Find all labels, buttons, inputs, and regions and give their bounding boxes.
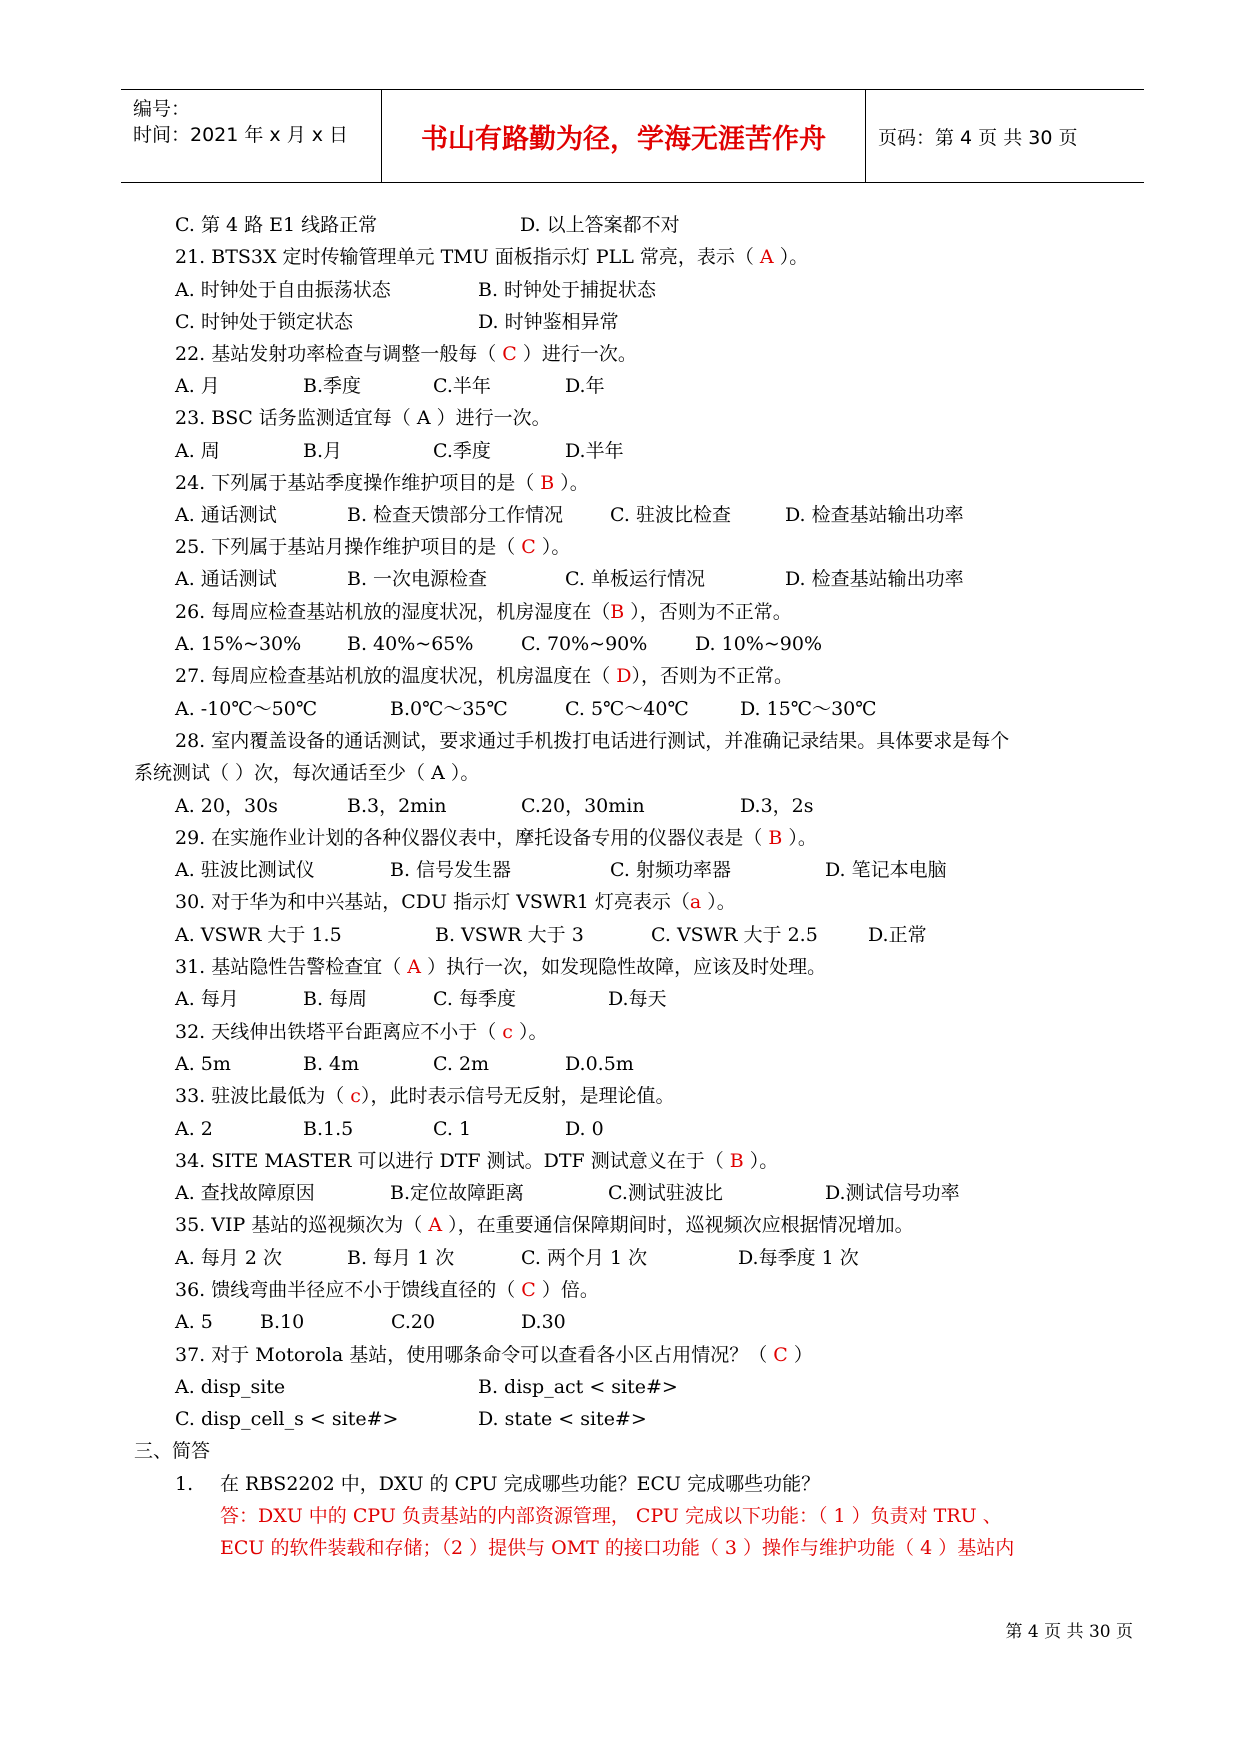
- text-segment: D. 15℃～30℃: [740, 698, 877, 720]
- text-segment: A. 通话测试: [175, 568, 277, 590]
- text-segment: 21. BTS3X 定时传输管理单元 TMU 面板指示灯 PLL 常亮，表示（ A ）。: [175, 246, 809, 268]
- text-segment: A. -10℃～50℃: [175, 698, 318, 720]
- text-segment: B.3，2min: [347, 795, 447, 817]
- text-segment: C. 驻波比检查: [610, 504, 731, 526]
- answer-mark: c: [502, 1021, 513, 1043]
- text-segment: B. disp_act < site#>: [478, 1376, 678, 1398]
- text-segment: 在 RBS2202 中，DXU 的 CPU 完成哪些功能？ECU 完成哪些功能？: [220, 1473, 821, 1495]
- text-segment: 系统测试（ ）次，每次通话至少（ A ）。: [134, 762, 480, 784]
- text-segment: C.20，30min: [521, 795, 645, 817]
- text-segment: B. 每月 1 次: [347, 1247, 455, 1269]
- text-segment: 33. 驻波比最低为（ c），此时表示信号无反射，是理论值。: [175, 1085, 675, 1107]
- answer-mark: C: [502, 343, 517, 365]
- text-segment: D. 检查基站输出功率: [785, 504, 964, 526]
- motto: 书山有路勤为径，学海无涯苦作舟: [381, 90, 866, 182]
- text-segment: 37. 对于 Motorola 基站，使用哪条命令可以查看各小区占用情况？（ C ）: [175, 1344, 813, 1366]
- text-segment: D. 笔记本电脑: [825, 859, 947, 881]
- text-segment: D. 0: [565, 1118, 604, 1140]
- text-segment: A. 月: [175, 375, 220, 397]
- text-segment: A. 2: [175, 1118, 213, 1140]
- text-segment: ）。: [782, 827, 817, 849]
- text-segment: C. 2m: [433, 1053, 490, 1075]
- page-header: [121, 89, 1144, 183]
- text-segment: A. VSWR 大于 1.5: [175, 924, 342, 946]
- text-segment: 24. 下列属于基站季度操作维护项目的是（ B ）。: [175, 472, 589, 494]
- text-segment: C. 1: [433, 1118, 472, 1140]
- text-segment: 27. 每周应检查基站机放的温度状况，机房温度在（ D），否则为不正常。: [175, 665, 794, 687]
- text-segment: A. 时钟处于自由振荡状态: [175, 279, 391, 301]
- text-segment: A. 每月: [175, 988, 239, 1010]
- text-segment: 34. SITE MASTER 可以进行 DTF 测试。DTF 测试意义在于（ B ）。: [175, 1150, 779, 1172]
- answer-mark: B: [540, 472, 555, 494]
- text-segment: D.年: [565, 375, 605, 397]
- text-segment: C. 70%~90%: [521, 633, 648, 655]
- text-segment: B. 每周: [303, 988, 368, 1010]
- text-segment: B. 40%~65%: [347, 633, 474, 655]
- text-segment: C. 第 4 路 E1 线路正常: [175, 214, 378, 236]
- text-segment: C. 时钟处于锁定状态: [175, 311, 353, 333]
- text-segment: A. 每月 2 次: [175, 1247, 282, 1269]
- text-segment: C. disp_cell_s < site#>: [175, 1408, 399, 1430]
- text-segment: A. 驻波比测试仪: [175, 859, 315, 881]
- text-segment: D.0.5m: [565, 1053, 634, 1075]
- text-segment: B.1.5: [303, 1118, 354, 1140]
- text-segment: ）进行一次。: [516, 343, 637, 365]
- text-segment: B. VSWR 大于 3: [435, 924, 584, 946]
- text-segment: D. state < site#>: [478, 1408, 647, 1430]
- answer-mark: C: [773, 1344, 788, 1366]
- text-segment: ）。: [773, 246, 809, 268]
- text-segment: B. 检查天馈部分工作情况: [347, 504, 564, 526]
- text-segment: C.测试驻波比: [608, 1182, 723, 1204]
- text-segment: A. 周: [175, 440, 220, 462]
- text-segment: 23. BSC 话务监测适宜每（ A ）进行一次。: [175, 407, 551, 429]
- page-label: 页码：第 4 页 共 30 页: [878, 126, 1078, 149]
- answer-mark: a: [689, 891, 702, 913]
- text-segment: D.每季度 1 次: [738, 1247, 859, 1269]
- number-label: 编号：: [133, 98, 191, 120]
- text-segment: C. 单板运行情况: [565, 568, 705, 590]
- text-segment: B.10: [260, 1311, 305, 1333]
- text-segment: 35. VIP 基站的巡视频次为（ A ），在重要通信保障期间时，巡视频次应根据情况增加。: [175, 1214, 914, 1236]
- text-segment: A. 5m: [175, 1053, 231, 1075]
- text-segment: 22. 基站发射功率检查与调整一般每（ C ）进行一次。: [175, 343, 637, 365]
- text-segment: ），此时表示信号无反射，是理论值。: [360, 1085, 675, 1107]
- text-segment: ），否则为不正常。: [624, 601, 792, 623]
- answer-mark: B: [610, 601, 625, 623]
- answer-mark: A: [428, 1214, 443, 1236]
- text-segment: C. 射频功率器: [610, 859, 731, 881]
- text-segment: 30. 对于华为和中兴基站，CDU 指示灯 VSWR1 灯亮表示（a ）。: [175, 891, 736, 913]
- text-segment: 25. 下列属于基站月操作维护项目的是（ C ）。: [175, 536, 571, 558]
- answer-mark: A: [759, 246, 774, 268]
- text-segment: D.每天: [608, 988, 667, 1010]
- text-segment: 31. 基站隐性告警检查宜（ A ）执行一次，如发现隐性故障，应该及时处理。: [175, 956, 827, 978]
- text-segment: A. 通话测试: [175, 504, 277, 526]
- text-segment: A. 20，30s: [175, 795, 278, 817]
- answer-mark: c: [350, 1085, 361, 1107]
- text-segment: D.正常: [868, 924, 927, 946]
- text-segment: D.测试信号功率: [825, 1182, 960, 1204]
- text-segment: B. 一次电源检查: [347, 568, 488, 590]
- page-footer: 第 4 页 共 30 页: [1005, 1622, 1133, 1642]
- text-segment: A. 15%~30%: [175, 633, 302, 655]
- text-segment: A. disp_site: [175, 1376, 286, 1398]
- text-segment: ），在重要通信保障期间时，巡视频次应根据情况增加。: [442, 1214, 914, 1236]
- text-segment: 28. 室内覆盖设备的通话测试，要求通过手机拨打电话进行测试，并准确记录结果。具体要求是每个: [175, 730, 1010, 752]
- text-segment: C.季度: [433, 440, 491, 462]
- text-segment: ）: [787, 1344, 813, 1366]
- text-segment: ），否则为不正常。: [631, 665, 794, 687]
- text-segment: D. 以上答案都不对: [520, 214, 680, 236]
- text-segment: ）。: [554, 472, 589, 494]
- text-segment: C.20: [391, 1311, 436, 1333]
- text-segment: ）。: [743, 1150, 779, 1172]
- text-segment: 1.: [175, 1473, 194, 1495]
- text-segment: ）。: [512, 1021, 548, 1043]
- answer-mark: B: [729, 1150, 744, 1172]
- text-segment: B. 信号发生器: [390, 859, 512, 881]
- text-segment: 32. 天线伸出铁塔平台距离应不小于（ c ）。: [175, 1021, 548, 1043]
- text-segment: C. VSWR 大于 2.5: [651, 924, 818, 946]
- text-segment: A. 查找故障原因: [175, 1182, 315, 1204]
- header-left-cell: [121, 90, 381, 182]
- text-segment: C.半年: [433, 375, 491, 397]
- text-segment: D.半年: [565, 440, 624, 462]
- text-segment: D.30: [521, 1311, 566, 1333]
- answer-mark: D: [616, 665, 632, 687]
- text-segment: B.月: [303, 440, 343, 462]
- text-segment: A. 5: [175, 1311, 213, 1333]
- text-segment: D. 时钟鉴相异常: [478, 311, 619, 333]
- text-segment: B.季度: [303, 375, 362, 397]
- text-segment: C. 两个月 1 次: [521, 1247, 648, 1269]
- text-segment: B.定位故障距离: [390, 1182, 525, 1204]
- text-segment: C. 每季度: [433, 988, 516, 1010]
- text-segment: ）执行一次，如发现隐性故障，应该及时处理。: [421, 956, 827, 978]
- date-label: 时间：2021 年 x 月 x 日: [133, 124, 349, 146]
- text-segment: B.0℃～35℃: [390, 698, 508, 720]
- answer-mark: C: [521, 1279, 536, 1301]
- answer-mark: A: [407, 956, 422, 978]
- text-segment: D.3，2s: [740, 795, 814, 817]
- text-segment: ）倍。: [535, 1279, 599, 1301]
- text-segment: B. 时钟处于捕捉状态: [478, 279, 657, 301]
- text-segment: D. 检查基站输出功率: [785, 568, 964, 590]
- text-segment: ）。: [701, 891, 736, 913]
- answer-text-line: 答：DXU 中的 CPU 负责基站的内部资源管理， CPU 完成以下功能：（ 1 ）负责对 TRU 、: [220, 1505, 1002, 1527]
- text-segment: B. 4m: [303, 1053, 360, 1075]
- text-segment: 29. 在实施作业计划的各种仪器仪表中，摩托设备专用的仪器仪表是（ B ）。: [175, 827, 817, 849]
- answer-mark: C: [521, 536, 536, 558]
- text-segment: C. 5℃～40℃: [565, 698, 689, 720]
- text-segment: ）。: [535, 536, 571, 558]
- answer-mark: B: [768, 827, 783, 849]
- text-segment: 26. 每周应检查基站机放的湿度状况，机房湿度在（B ），否则为不正常。: [175, 601, 792, 623]
- text-segment: D. 10%~90%: [695, 633, 823, 655]
- answer-text-line: ECU 的软件装载和存储；（2 ）提供与 OMT 的接口功能（ 3 ）操作与维护功能（ 4 ）基站内: [220, 1537, 1015, 1559]
- text-segment: 36. 馈线弯曲半径应不小于馈线直径的（ C ）倍。: [175, 1279, 599, 1301]
- text-segment: 三、简答: [134, 1440, 211, 1462]
